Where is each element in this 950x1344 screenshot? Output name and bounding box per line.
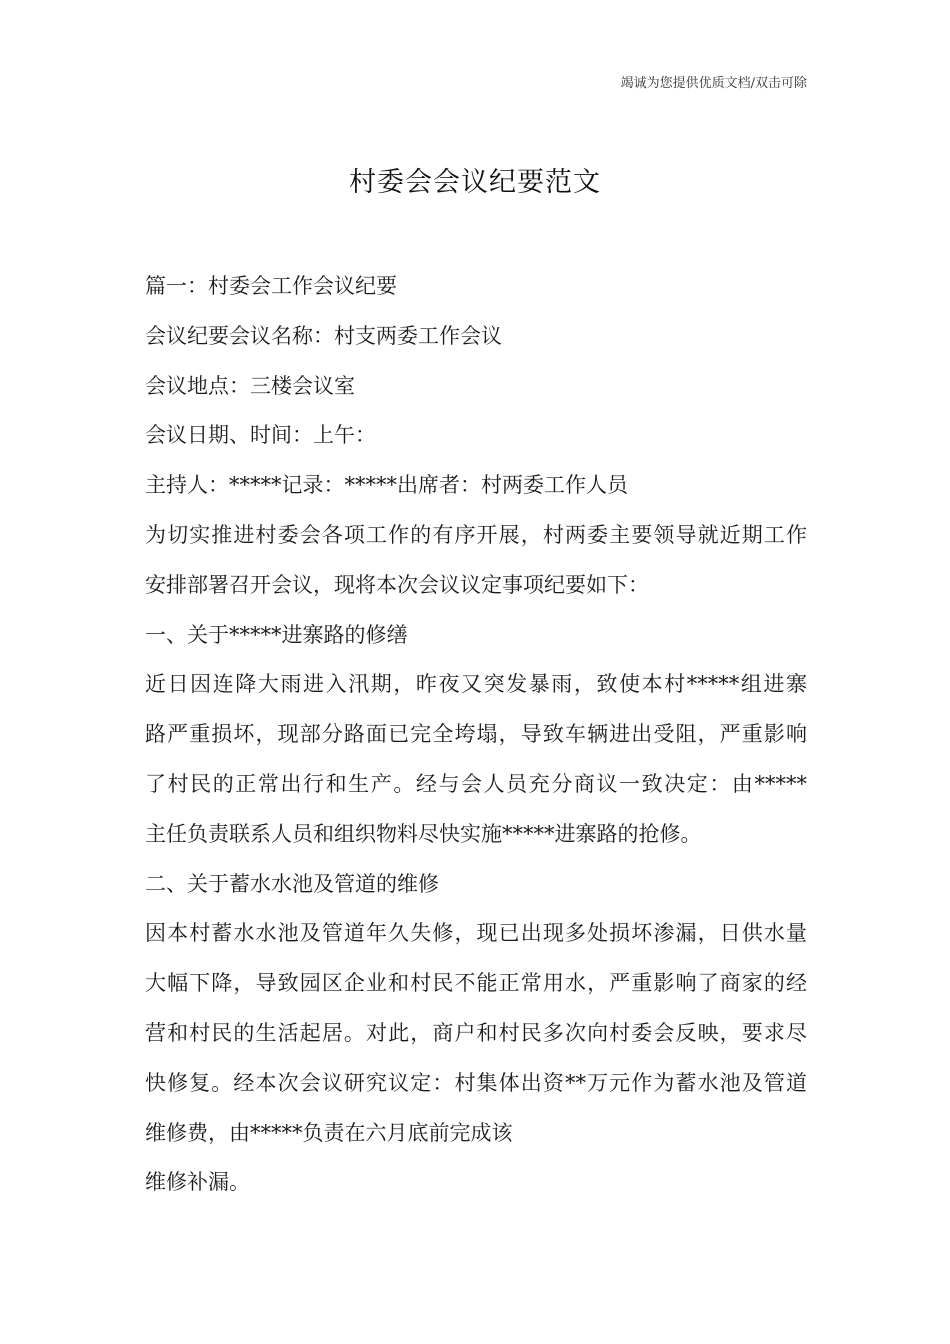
paragraph-line: 近日因连降大雨进入汛期，昨夜又突发暴雨，致使本村*****组进寨	[145, 672, 807, 697]
paragraph-line: 维修费，由*****负责在六月底前完成该	[145, 1120, 513, 1145]
paragraph-line: 因本村蓄水水池及管道年久失修，现已出现多处损坏渗漏，日供水量	[145, 921, 807, 946]
paragraph-line: 大幅下降，导致园区企业和村民不能正常用水，严重影响了商家的经	[145, 971, 807, 996]
meeting-name: 会议纪要会议名称：村支两委工作会议	[145, 323, 502, 348]
meeting-datetime: 会议日期、时间：上午：	[145, 423, 376, 448]
header-note: 竭诚为您提供优质文档/双击可除	[620, 76, 807, 91]
paragraph-line: 路严重损坏，现部分路面已完全垮塌，导致车辆进出受阻，严重影响	[145, 722, 807, 747]
meeting-location: 会议地点：三楼会议室	[145, 373, 355, 398]
paragraph-line: 了村民的正常出行和生产。经与会人员充分商议一致决定：由*****	[145, 771, 807, 796]
paragraph-line: 维修补漏。	[145, 1170, 250, 1195]
paragraph-line: 快修复。经本次会议研究议定：村集体出资**万元作为蓄水池及管道	[145, 1070, 807, 1095]
item-heading-1: 一、关于*****进寨路的修缮	[145, 622, 408, 647]
paragraph-line: 为切实推进村委会各项工作的有序开展，村两委主要领导就近期工作	[145, 522, 807, 547]
document-title: 村委会会议纪要范文	[349, 167, 601, 198]
paragraph-line: 安排部署召开会议，现将本次会议议定事项纪要如下：	[145, 572, 649, 597]
meeting-attendees: 主持人：*****记录：*****出席者：村两委工作人员	[145, 473, 628, 498]
item-heading-2: 二、关于蓄水水池及管道的维修	[145, 871, 439, 896]
document-body	[145, 262, 807, 1208]
paragraph-line: 主任负责联系人员和组织物料尽快实施*****进寨路的抢修。	[145, 821, 702, 846]
paragraph-line: 营和村民的生活起居。对此，商户和村民多次向村委会反映，要求尽	[145, 1020, 807, 1045]
section-heading: 篇一：村委会工作会议纪要	[145, 274, 397, 298]
